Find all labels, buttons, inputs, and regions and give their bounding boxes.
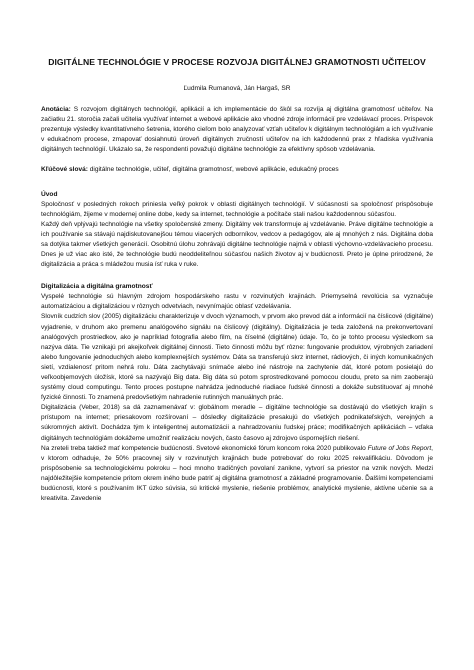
abstract-label: Anotácia:: [41, 106, 71, 113]
intro-paragraph-2: Každý deň vplývajú technológie na všetky spoločenské zmeny. Digitálny vek transformuje aj vzdelávanie. Práve digitálne technológie a ich používanie sa stávajú najdiskutovanejšou témou viacerých odborníkov, vedcov a pedagógov, ale aj mnohých z nás. Digitálna doba sa dotýka takmer všetkých generácií. Osobitnú úlohu zohrávajú digitálne technológie najmä v oblasti výchovno-vzdelávacieho procesu. Dnes je už viac ako isté, že technológie budú neoddeliteľnou súčasťou našich životov aj v budúcnosti. Preto je úplne prirodzené, že digitalizácia a práca s mládežou musia ísť ruka v ruke.: [41, 220, 433, 269]
keywords-text: digitálne technológie, učiteľ, digitálna gramotnosť, webové aplikácie, edukačný proces: [87, 166, 339, 174]
section-heading-intro: Úvod: [41, 190, 58, 198]
paper-authors: Ľudmila Rumanová, Ján Hargaš, SR: [183, 85, 291, 92]
digitalization-paragraph-4: [41, 444, 433, 505]
digitalization-paragraph-4-start: Na zreteli treba taktiež mať kompetencie budúcnosti. Svetové ekonomické fórum koncom roka 2020 publikovalo: [41, 444, 368, 452]
digitalization-paragraph-1: Vyspelé technológie sú hlavným zdrojom hospodárskeho rastu v rozvinutých krajinách. Priemyselná revolúcia sa vyznačuje automatizáciou a digitalizáciou v rôznych odvetviach, nevynímajúc oblasť vzdelávania.: [41, 293, 433, 311]
abstract: [41, 105, 433, 155]
abstract-text: S rozvojom digitálnych technológií, aplikácií a ich implementácie do škôl sa rozvíja aj digitálna gramotnosť učiteľov. Na začiatku 21. storočia začali učitelia využívať internet a webové aplikácie ako vhodné zdroje informácií pre vzdelávací proces. Príspevok prezentuje výsledky kvantitatívneho šetrenia, ktorého cieľom bolo analyzovať vzťah učiteľov k digitálnym technológiám a ich využívanie v edukačnom procese, zmapovať dosiahnutú úroveň digitálnych zručností učiteľov na ich každodennú prax z hľadiska využívania digitálnych technológií. Ukázalo sa, že respondenti považujú digitálne technológie za efektívny spôsob vzdelávania.: [41, 106, 433, 154]
intro-paragraph-1: Spoločnosť v posledných rokoch priniesla veľký pokrok v oblasti digitálnych technológií. V súčasnosti sa spoločnosť prispôsobuje technológiám, žijeme v modernej online dobe, kedy sa internet, technológie a počítače stali našou každodennou súčasťou.: [41, 200, 433, 218]
keywords-label: Kľúčové slová:: [41, 166, 88, 174]
paper-title: DIGITÁLNE TECHNOLÓGIE V PROCESE ROZVOJA DIGITÁLNEJ GRAMOTNOSTI UČITEĽOV: [48, 57, 426, 67]
digitalization-paragraph-3: Digitalizácia (Veber, 2018) sa dá zaznamenávať v: globálnom meradle – digitálne technológie sa dostávajú do všetkých krajín s prístupom na internet; priesakovom rozšírovaní – dôsledky digitalizácie presakujú do všetkých podnikateľských, verejných a súkromných aktivít. Dochádza tým k inteligentnej automatizácii a nahradzovaniu ľudskej práce; modifikačných aplikáciách – vďaka digitálnych technológiám dokážeme umožniť realizáciu nových, často časovo aj zdrojovo úspornejších riešení.: [41, 404, 433, 442]
digitalization-paragraph-2: Slovník cudzích slov (2005) digitalizáciu charakterizuje v dvoch významoch, v prvom ako prevod dát a informácií na číslicové (digitálne) vyjadrenie, v druhom ako premenu analógového signálu na číslicový (digitálny). Digitalizácia je teda založená na prekonvertovaní analógových prostriedkov, ako je napríklad fotografia alebo film, na číselné (digitálne) údaje. To, čo je tohto procesu výsledkom sa nazýva dáta. Tie vznikajú pri akejkoľvek digitálnej činnosti. Tieto činnosti môžu byť rôzne: fungovanie produktov, výrobných zariadení alebo fungovanie jednoduchých alebo komplexnejších systémov. Dáta sa transferujú skrz internet, rádiových, či iných komunikačných sietí, vzdialenosť pritom nehrá rolu. Dáta zachytávajú snímače alebo iné nástroje na zachytenie dát, ktoré potom posielajú do veľkoobjemových úložísk, ktoré sa nazývajú Big data. Big dáta sú potom sprostredkované pomocou cloudu, preto sa nim zaoberajú systémy cloud computingu. Tento proces postupne nahrádza jednoduché riadiace ľudské činnosti a dokáže substituovať aj mnohé fyzické činnosti. To znamená predovšetkým nahradenie rutinných manuálnych prác.: [41, 313, 433, 402]
keywords: [41, 165, 433, 175]
report-title: Future of Jobs Report: [367, 444, 432, 452]
digitalization-body: [41, 292, 433, 504]
section-heading-digitalization: Digitalizácia a digitálna gramotnosť: [41, 283, 153, 291]
digitalization-paragraph-4-end: , v ktorom odhaduje, že 50% pracovnej sily v rozvinutých krajinách bude potrebovať do roku 2025 rekvalifikáciu. Dôvodom je prispôsobenie sa technologickému pokroku – hoci mnoho tradičných povolaní zanikne, vytvorí sa priestor na vznik nových. Medzi najdôležitejšie kompetencie pritom okrem iného bude patriť aj digitálna gramotnosť a základné programovanie. Ďalšími kompetenciami budúcnosti, ktoré s používaním IKT úzko súvisia, sú kritické myslenie, riešenie problémov, analytické myslenie, aktívne učenie sa a kreativita. Zavedenie: [41, 444, 433, 503]
